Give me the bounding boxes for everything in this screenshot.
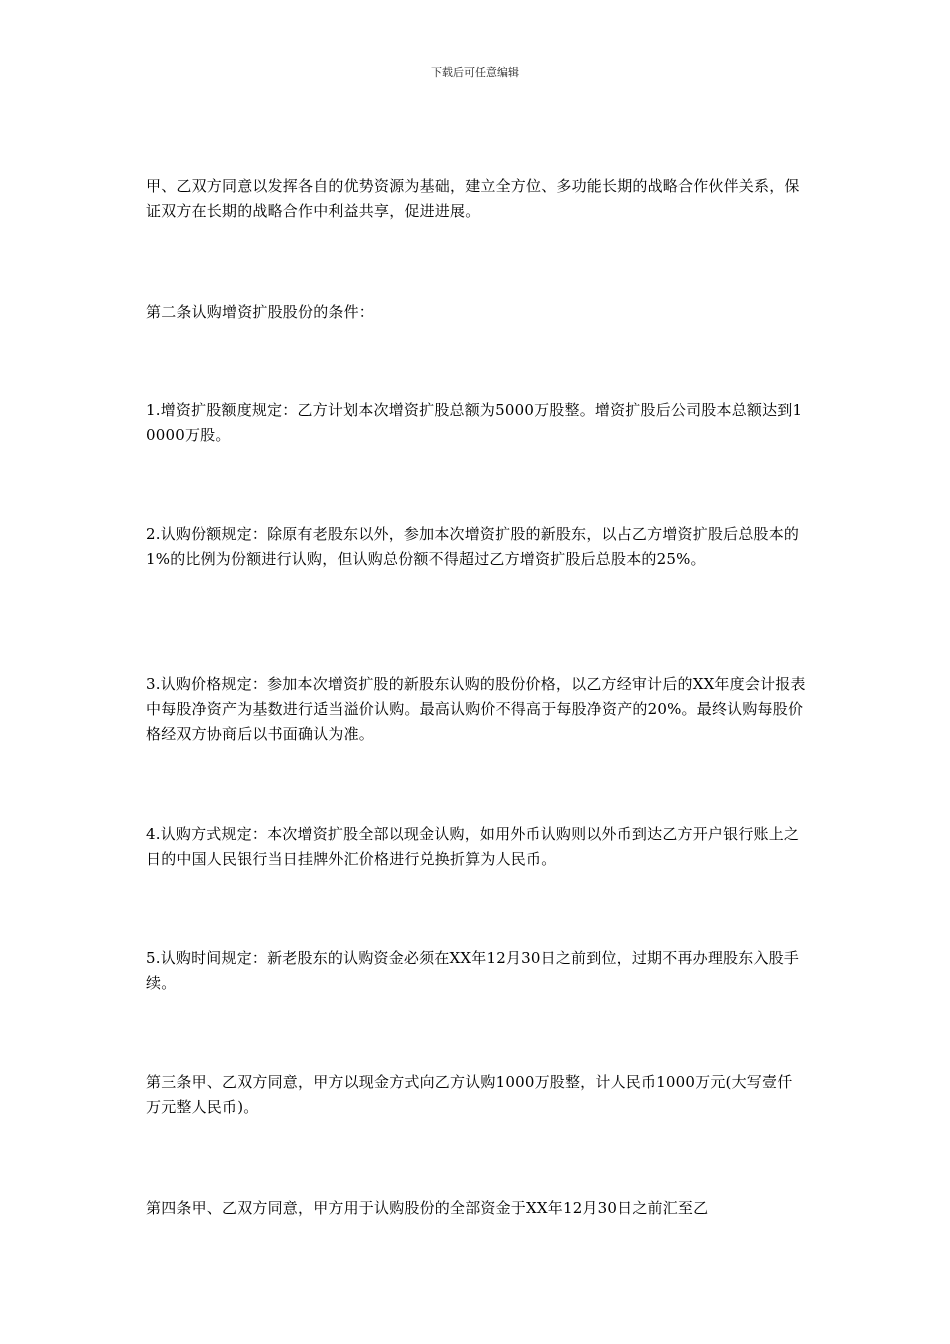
paragraph-article-3: 第三条甲、乙双方同意，甲方以现金方式向乙方认购1000万股整，计人民币1000万元(大写壹仟万元整人民币)。 [146, 1073, 793, 1116]
paragraph-clause-5: 5.认购时间规定：新老股东的认购资金必须在XX年12月30日之前到位，过期不再办理股东入股手续。 [146, 949, 800, 992]
paragraph-clause-2: 2.认购份额规定：除原有老股东以外，参加本次增资扩股的新股东，以占乙方增资扩股后总股本的1%的比例为份额进行认购，但认购总份额不得超过乙方增资扩股后总股本的25%。 [146, 525, 800, 568]
page-header-note: 下载后可任意编辑 [431, 66, 519, 79]
paragraph-clause-4: 4.认购方式规定：本次增资扩股全部以现金认购，如用外币认购则以外币到达乙方开户银行账上之日的中国人民银行当日挂牌外汇价格进行兑换折算为人民币。 [146, 825, 800, 868]
paragraph-clause-1: 1.增资扩股额度规定：乙方计划本次增资扩股总额为5000万股整。增资扩股后公司股本总额达到10000万股。 [146, 401, 803, 444]
paragraph-article-4: 第四条甲、乙双方同意，甲方用于认购股份的全部资金于XX年12月30日之前汇至乙 [146, 1199, 709, 1217]
paragraph-clause-3: 3.认购价格规定：参加本次增资扩股的新股东认购的股份价格，以乙方经审计后的XX年度会计报表中每股净资产为基数进行适当溢价认购。最高认购价不得高于每股净资产的20%。最终认购每股价格经双方协商后以书面确认为准。 [146, 675, 806, 743]
paragraph-cooperation-intent: 甲、乙双方同意以发挥各自的优势资源为基础，建立全方位、多功能长期的战略合作伙伴关系，保证双方在长期的战略合作中利益共享，促进进展。 [146, 177, 800, 220]
paragraph-article-2-title: 第二条认购增资扩股股份的条件： [146, 303, 375, 321]
